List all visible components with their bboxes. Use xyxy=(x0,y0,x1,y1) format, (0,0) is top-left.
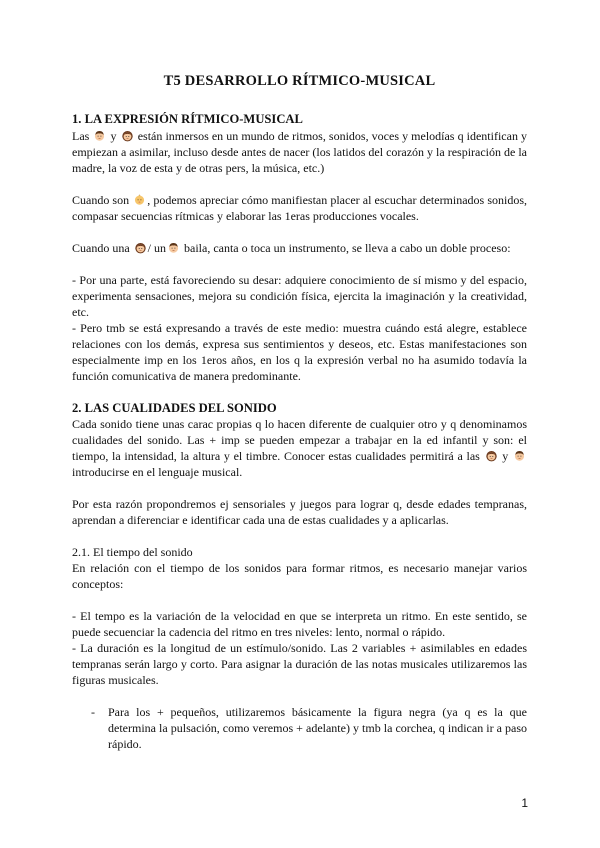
section-2-paragraph-2: Por esta razón propondremos ej sensoriales y juegos para lograr q, desde edades tempranas, aprendan a diferenciar e identificar cada una de estas cualidades y a aplicarlas. xyxy=(72,497,527,527)
bullet-text: Para los + pequeños, utilizaremos básicamente la figura negra (ya q es la que determina la pulsación, como veremos + adelante) y tmb la corchea, q indican ir a paso rápido. xyxy=(108,705,527,751)
document-title: T5 DESARROLLO RÍTMICO-MUSICAL xyxy=(163,73,436,89)
subsection-2-1-paragraph-2: - El tempo es la variación de la velocidad en que se interpreta un ritmo. En este sentido, se puede secuenciar la cadencia del ritmo en tres niveles: lento, normal o rápido. xyxy=(72,609,527,639)
baby-emoji-icon xyxy=(133,193,146,206)
text-fragment: baila, canta o toca un instrumento, se lleva a cabo un doble proceso: xyxy=(184,241,511,255)
text-fragment: / un xyxy=(147,241,166,255)
subsection-2-1-paragraph-1: En relación con el tiempo de los sonidos para formar ritmos, es necesario manejar varios conceptos: xyxy=(72,561,527,591)
boy-emoji-icon xyxy=(513,449,526,462)
boy-emoji-icon xyxy=(93,129,106,142)
section-1-paragraph-2 xyxy=(72,192,527,224)
text-fragment: Cuando una xyxy=(72,241,130,255)
text-fragment: y xyxy=(110,129,117,143)
text-fragment: Cuando son xyxy=(72,193,130,207)
text-fragment: están inmersos en un mundo de ritmos, sonidos, voces y melodías q identifican y empiezan a asimilar, incluso desde antes de nacer (los latidos del corazón y la respiración de la madre, la voz de esta y de otras pers, la música, etc.) xyxy=(72,129,528,175)
section-1-paragraph-1 xyxy=(72,128,527,176)
section-1-paragraph-4: - Por una parte, está favoreciendo su desar: adquiere conocimiento de sí mismo y del espacio, experimenta sensaciones, mejora su condición física, ejercita la imaginación y la creatividad, etc. xyxy=(72,273,527,319)
girl-emoji-icon xyxy=(121,129,134,142)
text-fragment: Cada sonido tiene unas carac propias q lo hacen diferente de cualquier otro y q denominamos cualidades del sonido. Las + imp se pueden empezar a trabajar en la ed infantil y son: el tiempo, la intensidad, la altura y el timbre. Conocer estas cualidades permitirá a las xyxy=(72,417,527,463)
boy-emoji-icon xyxy=(167,241,180,254)
subsection-2-1-heading: 2.1. El tiempo del sonido xyxy=(72,545,193,559)
section-1-paragraph-3 xyxy=(72,240,527,256)
girl-emoji-icon xyxy=(485,449,498,462)
text-fragment: Las xyxy=(72,129,90,143)
section-1-paragraph-5: - Pero tmb se está expresando a través de este medio: muestra cuándo está alegre, establece relaciones con los demás, expresa sus sentimientos y deseos, etc. Estas manifestaciones son especialmente imp en los 1eros años, en los q la expresión verbal no ha asumido todavía la función comunicativa de manera predominante. xyxy=(72,321,527,383)
subsection-2-1-paragraph-3: - La duración es la longitud de un estímulo/sonido. Las 2 variables + asimilables en edades tempranas serán largo y corto. Para asignar la duración de las notas musicales utilizaremos las figuras musicales. xyxy=(72,641,527,687)
girl-emoji-icon xyxy=(134,241,147,254)
page-number: 1 xyxy=(521,796,528,810)
text-fragment: y xyxy=(502,449,509,463)
section-2-paragraph-1 xyxy=(72,416,527,480)
text-fragment: , podemos apreciar cómo manifiestan placer al escuchar determinados sonidos, compasar secuencias rítmicas y elaborar las 1eras producciones vocales. xyxy=(72,193,528,223)
section-1-heading: 1. LA EXPRESIÓN RÍTMICO-MUSICAL xyxy=(72,112,303,126)
section-2-heading: 2. LAS CUALIDADES DEL SONIDO xyxy=(72,401,277,415)
bullet-dash: - xyxy=(91,705,95,719)
text-fragment: introducirse en el lenguaje musical. xyxy=(72,465,243,479)
